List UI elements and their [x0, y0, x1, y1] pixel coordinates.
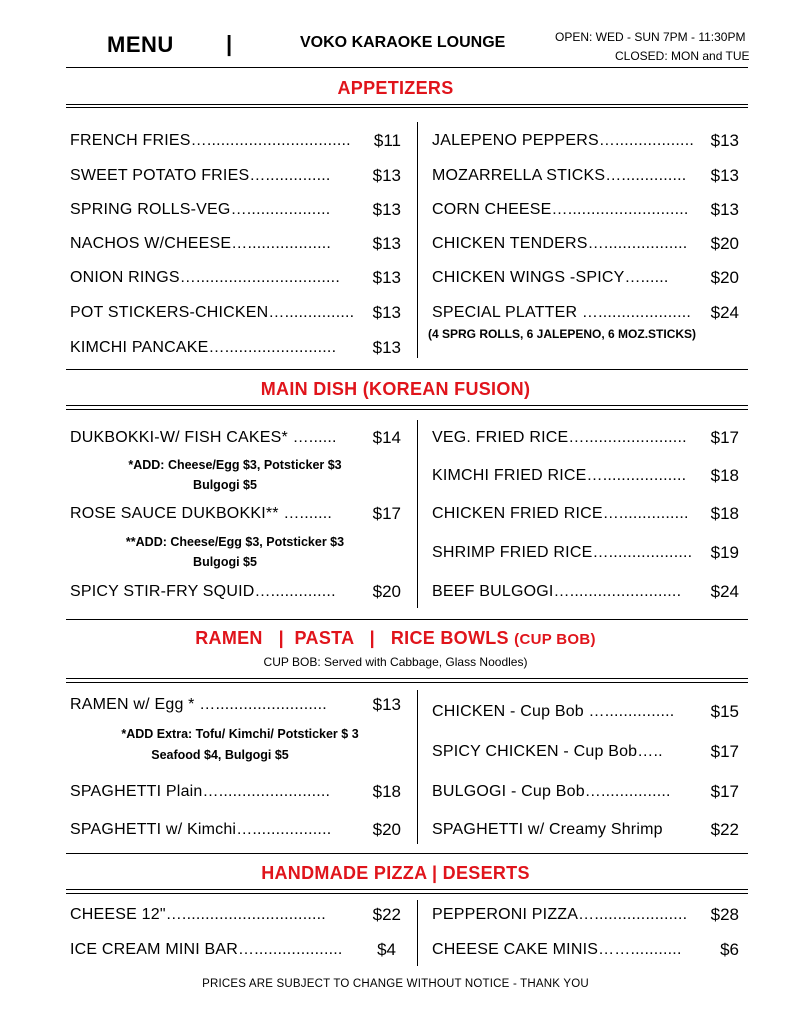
section-divider: [66, 889, 748, 890]
section-title-cup-bob: (CUP BOB): [514, 631, 596, 648]
section-divider: [66, 619, 748, 620]
section-divider: [66, 409, 748, 410]
menu-item-price: $20: [710, 234, 739, 253]
menu-item-price: $13: [710, 131, 739, 150]
menu-item-name: CHEESE CAKE MINIS……...........: [432, 941, 682, 958]
menu-item-name: BULGOGI - Cup Bob…...............: [432, 783, 671, 800]
menu-item-price: $13: [372, 234, 401, 253]
menu-item-price: $13: [372, 166, 401, 185]
section-title-appetizers: APPETIZERS: [337, 78, 454, 98]
menu-item-price: $17: [710, 428, 739, 447]
menu-item-price: $17: [710, 782, 739, 801]
menu-item-price: $11: [373, 131, 401, 150]
menu-item-name: SPAGHETTI w/ Creamy Shrimp: [432, 821, 663, 838]
menu-item-price: $22: [710, 820, 739, 839]
menu-item-price: $28: [710, 905, 739, 924]
add-on-note: *ADD: Cheese/Egg $3, Potsticker $3: [128, 458, 342, 472]
menu-item-name: VEG. FRIED RICE…......................: [432, 429, 687, 446]
menu-item-name: PEPPERONI PIZZA…....................: [432, 906, 688, 923]
section-title-main-dish: MAIN DISH (KOREAN FUSION): [260, 379, 531, 399]
menu-item-name: ICE CREAM MINI BAR…...................: [70, 941, 343, 958]
menu-item-name: FRENCH FRIES…...............................: [70, 132, 351, 149]
menu-item-name: DUKBOKKI-W/ FISH CAKES* …......: [70, 429, 337, 446]
section-title-main: RAMEN | PASTA | RICE BOWLS: [195, 628, 515, 648]
menu-item-name: KIMCHI FRIED RICE…..................: [432, 467, 687, 484]
menu-item-name: NACHOS W/CHEESE…..................: [70, 235, 332, 252]
menu-item-price: $13: [372, 268, 401, 287]
section-divider: [66, 682, 748, 683]
menu-item-name: KIMCHI PANCAKE…........................: [70, 339, 337, 356]
section-divider: [66, 893, 748, 894]
add-on-note: **ADD: Cheese/Egg $3, Potsticker $3: [125, 535, 345, 549]
menu-item-price: $24: [710, 582, 739, 601]
section-divider: [66, 853, 748, 854]
menu-item-name: MOZARRELLA STICKS…..............: [432, 167, 687, 184]
menu-item-name: SPECIAL PLATTER …....................: [432, 304, 692, 321]
menu-item-name: CHICKEN FRIED RICE…...............: [432, 505, 689, 522]
menu-item-price: $15: [710, 702, 739, 721]
section-divider: [66, 405, 748, 406]
menu-item-price: $18: [710, 504, 739, 523]
menu-item-name: CHICKEN TENDERS…..................: [432, 235, 688, 252]
menu-item-name: ROSE SAUCE DUKBOKKI** ….......: [70, 505, 333, 522]
add-on-note: Bulgogi $5: [193, 478, 257, 492]
opening-hours: OPEN: WED - SUN 7PM - 11:30PM: [555, 30, 746, 44]
restaurant-name: VOKO KARAOKE LOUNGE: [300, 34, 506, 51]
menu-item-price: $14: [372, 428, 401, 447]
menu-item-name: CORN CHEESE…..........................: [432, 201, 689, 218]
add-on-note: *ADD Extra: Tofu/ Kimchi/ Potsticker $ 3: [121, 727, 359, 741]
menu-item-price: $6: [720, 940, 739, 959]
menu-item-price: $17: [372, 504, 401, 523]
menu-item-price: $13: [372, 200, 401, 219]
menu-item-price: $19: [710, 543, 739, 562]
add-on-note: Seafood $4, Bulgogi $5: [151, 748, 289, 762]
section-subtitle: CUP BOB: Served with Cabbage, Glass Noodles): [263, 655, 528, 669]
menu-item-name: CHEESE 12"…...............................: [70, 906, 326, 923]
menu-item-name: SPICY CHICKEN - Cup Bob…..: [432, 743, 663, 760]
price-disclaimer: PRICES ARE SUBJECT TO CHANGE WITHOUT NOTICE - THANK YOU: [202, 978, 589, 990]
menu-item-price: $13: [372, 338, 401, 357]
column-divider: [417, 900, 418, 966]
menu-item-price: $17: [710, 742, 739, 761]
header-divider: [66, 67, 748, 68]
menu-heading: MENU: [107, 32, 174, 57]
menu-item-name: SWEET POTATO FRIES…..............: [70, 167, 331, 184]
header-separator: |: [226, 31, 233, 56]
menu-item-price: $20: [710, 268, 739, 287]
menu-item-name: SPRING ROLLS-VEG…..................: [70, 201, 331, 218]
section-divider: [66, 678, 748, 679]
menu-item-name: CHICKEN - Cup Bob …...............: [432, 703, 675, 720]
menu-item-price: $20: [372, 582, 401, 601]
menu-item-price: $18: [372, 782, 401, 801]
menu-item-name: BEEF BULGOGI…........................: [432, 583, 682, 600]
menu-item-name: SPAGHETTI w/ Kimchi….................: [70, 821, 332, 838]
menu-item-price: $4: [377, 940, 396, 959]
menu-item-name: POT STICKERS-CHICKEN…...............: [70, 304, 355, 321]
menu-item-name: CHICKEN WINGS -SPICY…......: [432, 269, 669, 286]
menu-item-price: $13: [710, 200, 739, 219]
section-divider: [66, 107, 748, 108]
menu-item-name: SHRIMP FRIED RICE…..................: [432, 544, 693, 561]
menu-item-price: $13: [372, 303, 401, 322]
menu-item-name: SPAGHETTI Plain…........................: [70, 783, 331, 800]
menu-item-price: $13: [710, 166, 739, 185]
menu-item-price: $20: [372, 820, 401, 839]
menu-item-name: ONION RINGS…...............................: [70, 269, 340, 286]
section-title-ramen-pasta: [0, 628, 791, 649]
menu-item-name: SPICY STIR-FRY SQUID…..............: [70, 583, 336, 600]
section-divider: [66, 104, 748, 105]
platter-note: (4 SPRG ROLLS, 6 JALEPENO, 6 MOZ.STICKS): [428, 327, 697, 341]
menu-item-price: $24: [710, 303, 739, 322]
section-title-pizza-deserts: HANDMADE PIZZA | DESERTS: [261, 863, 530, 883]
closed-days: CLOSED: MON and TUE: [615, 49, 750, 63]
menu-item-name: RAMEN w/ Egg * …........................: [70, 696, 327, 713]
column-divider: [417, 420, 418, 608]
column-divider: [417, 690, 418, 844]
menu-item-price: $18: [710, 466, 739, 485]
menu-item-name: JALEPENO PEPPERS….................: [432, 132, 694, 149]
section-divider: [66, 369, 748, 370]
menu-item-price: $13: [372, 695, 401, 714]
add-on-note: Bulgogi $5: [193, 555, 257, 569]
column-divider: [417, 122, 418, 358]
menu-item-price: $22: [372, 905, 401, 924]
